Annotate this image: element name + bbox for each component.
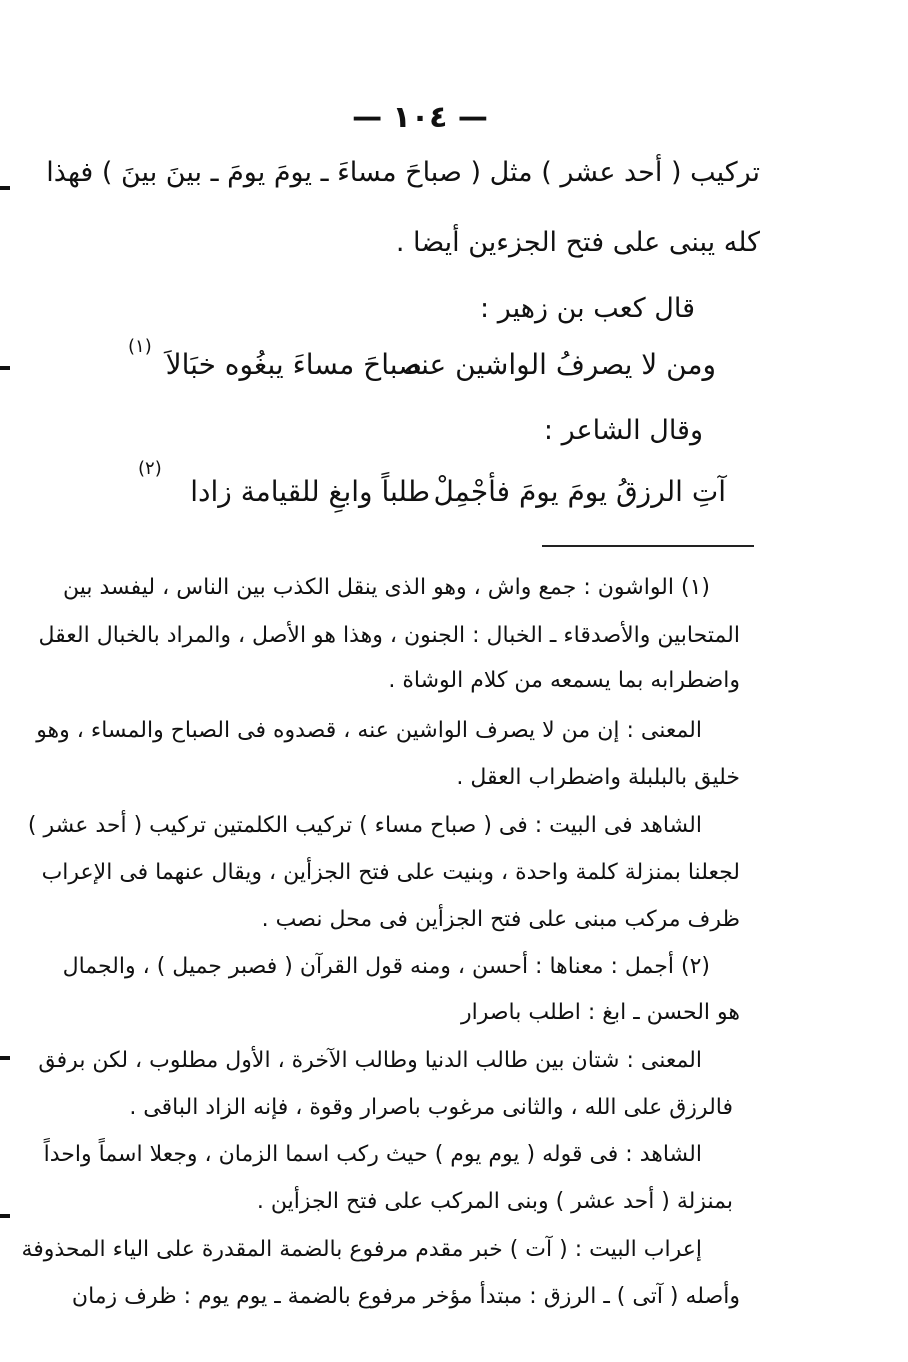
- footnote-line: فالرزق على الله ، والثانى مرغوب باصرار وقوة ، فإنه الزاد الباقى .: [129, 1095, 733, 1120]
- page-number: — ١٠٤ —: [352, 100, 488, 135]
- footnote-line: المعنى : شتان بين طالب الدنيا وطالب الآخرة ، الأول مطلوب ، لكن برفق: [38, 1048, 702, 1073]
- footnote-line: ظرف مركب مبنى على فتح الجزأين فى محل نصب .: [261, 907, 740, 932]
- footnote-line: (٢) أجمل : معناها : أحسن ، ومنه قول القرآن ( فصبر جميل ) ، والجمال: [62, 954, 710, 979]
- footnote-line: هو الحسن ـ ابغ : اطلب باصرار: [460, 1000, 740, 1025]
- footnote-line: المتحابين والأصدقاء ـ الخبال : الجنون ، وهذا هو الأصل ، والمراد بالخبال العقل: [38, 623, 740, 648]
- footnote-line: بمنزلة ( أحد عشر ) وبنى المركب على فتح الجزأين .: [256, 1189, 733, 1214]
- footnote-separator: [542, 545, 754, 547]
- footnote-line: الشاهد : فى قوله ( يوم يوم ) حيث ركب اسما الزمان ، وجعلا اسماً واحداً: [43, 1142, 702, 1167]
- main-text-line-1: تركيب ( أحد عشر ) مثل ( صباحَ مساءَ ـ يومَ يومَ ـ بينَ بينَ ) فهذا: [46, 157, 760, 188]
- footnote-line: إعراب البيت : ( آت ) خبر مقدم مرفوع بالضمة المقدرة على الياء المحذوفة: [21, 1237, 702, 1262]
- verse-2-second-hemistich: طلباً وابغِ للقيامة زادا: [190, 475, 430, 508]
- footnote-line: لجعلنا بمنزلة كلمة واحدة ، وبنيت على فتح الجزأين ، ويقال عنهما فى الإعراب: [41, 860, 740, 885]
- margin-mark: [0, 366, 10, 370]
- footnote-line: المعنى : إن من لا يصرف الواشين عنه ، قصدوه فى الصباح والمساء ، وهو: [36, 718, 702, 743]
- verse-1-first-hemistich: ومن لا يصرفُ الواشين عنه: [406, 348, 716, 381]
- verse-1-second-hemistich: صباحَ مساءَ يبغُوه خبَالاَ: [165, 348, 422, 381]
- verse-2-first-hemistich: آتِ الرزقُ يومَ يومَ فأجْمِلْ: [433, 475, 726, 508]
- footnote-line: خليق بالبلبلة واضطراب العقل .: [456, 765, 740, 790]
- margin-mark: [0, 1056, 10, 1060]
- verse-2-footnote-ref: (٢): [138, 458, 162, 479]
- verse-2-intro: وقال الشاعر :: [543, 415, 703, 446]
- footnote-line: (١) الواشون : جمع واش ، وهو الذى ينقل الكذب بين الناس ، ليفسد بين: [62, 575, 710, 600]
- main-text-line-2: كله يبنى على فتح الجزءين أيضا .: [395, 227, 760, 258]
- footnote-line: الشاهد فى البيت : فى ( صباح مساء ) تركيب الكلمتين تركيب ( أحد عشر ): [27, 813, 702, 838]
- verse-1-footnote-ref: (١): [128, 336, 152, 357]
- margin-mark: [0, 1214, 10, 1218]
- verse-1-intro: قال كعب بن زهير :: [480, 293, 695, 324]
- margin-mark: [0, 186, 10, 190]
- footnote-line: وأصله ( آتى ) ـ الرزق : مبتدأ مؤخر مرفوع بالضمة ـ يوم يوم : ظرف زمان: [71, 1284, 740, 1309]
- footnote-line: واضطرابه بما يسمعه من كلام الوشاة .: [388, 668, 740, 693]
